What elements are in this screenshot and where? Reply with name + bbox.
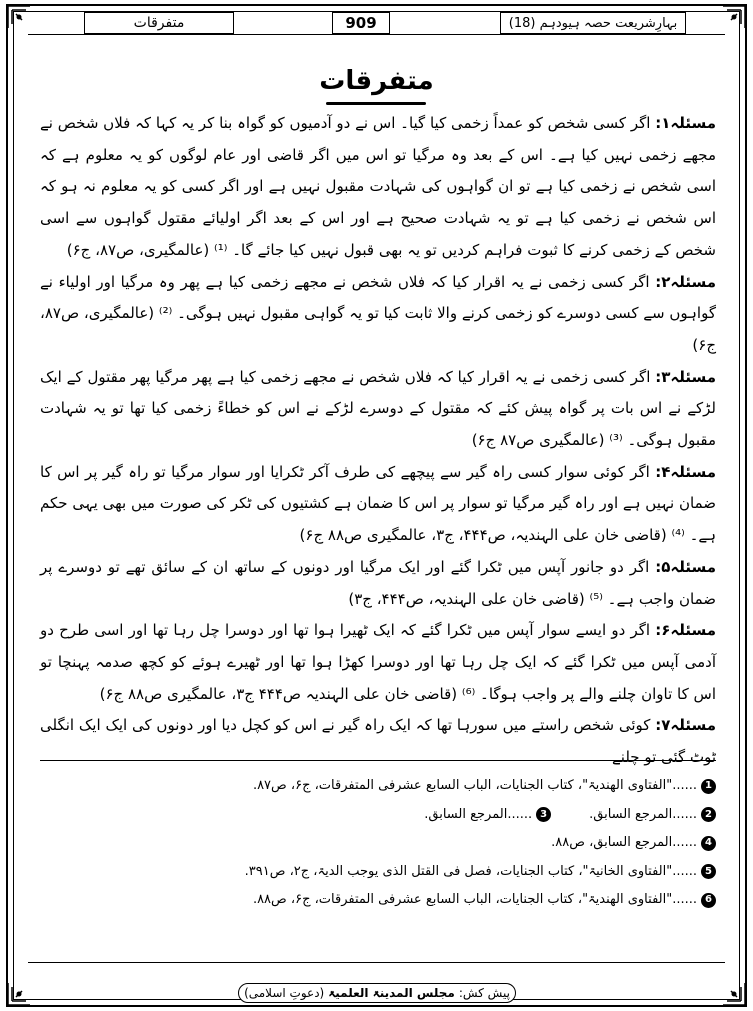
paragraph bbox=[40, 457, 716, 552]
footnote-number: 6 bbox=[701, 893, 716, 908]
footnote bbox=[40, 858, 716, 887]
header-book-title: بہارِشریعت حصہ ہیودہم (18) bbox=[500, 12, 686, 34]
paragraph-text: اگر کسی شخص کو عمداً زخمی کیا گیا۔ اس نے دو آدمیوں کو گواہ بنا کر یہ کہا کہ فلاں شخص نے مجھے زخمی نہیں کیا ہے۔ اس کے بعد وہ مرگیا تو اس میں اگر قاضی اور عام لوگوں کو یہ معلوم ہے کہ اسی شخص نے زخمی کیا ہے تو ان گواہوں کی شہادت مقبول نہیں ہے اور اگر کسی کو یہ معلوم نہ ہو کہ اس شخص نے زخمی کیا ہے تو یہ شہادت صحیح ہے اور اس کے بعد اگر اولیائے مقتول گواہوں سے اسی شخص کے زخمی کرنے کا ثبوت فراہم کردیں تو یہ بھی قبول نہیں کیا جائے گا۔ ⁽¹⁾ (عالمگیری، ص۸۷، ج۶) bbox=[40, 114, 716, 259]
paragraph bbox=[40, 552, 716, 615]
paragraph-text: اگر کسی زخمی نے یہ اقرار کیا کہ فلاں شخص نے مجھے زخمی کیا ہے پھر مرگیا پھر مقتول کے ایک لڑکے نے اس بات پر گواہ پیش کئے کہ مقتول کے دوسرے لڑکے نے اس کو خطاءً زخمی کیا تھا تو یہ شہادت مقبول ہوگی۔ ⁽³⁾ (عالمگیری ص۸۷ ج۶) bbox=[40, 367, 716, 450]
footnote-number: 4 bbox=[701, 836, 716, 851]
paragraph-text: اگر دو ایسے سوار آپس میں ٹکرا گئے کہ ایک ٹھیرا ہوا تھا اور دوسرا چل رہا تھا اور اسی طرح دو آدمی آپس میں ٹکرا گئے کہ ایک چل رہا تھا اور دوسرا کھڑا ہوا تھا اور ٹھیرے ہوئے کو کچھ صدمہ پہنچا تو اس کا تاوان چلنے والے پر واجب ہوگا۔ ⁽⁶⁾ (قاضی خان علی الہندیہ ص۴۴۴ ج۳، عالمگیری ص۸۸ ج۶) bbox=[40, 621, 716, 703]
footnote-text: ......"الفتاوی الخانیۃ"، کتاب الجنایات، فصل فی القتل الذی یوجب الدیۃ، ج۲، ص۳۹۱. bbox=[244, 863, 697, 879]
masala-label: مسئلہ۵: bbox=[655, 557, 716, 576]
corner-ornament-icon bbox=[6, 4, 32, 30]
footnote-number: 2 bbox=[701, 807, 716, 822]
footnote-text: ......المرجع السابق، ص۸۸. bbox=[551, 835, 697, 850]
masala-label: مسئلہ۱: bbox=[655, 114, 716, 132]
paragraph-text: اگر دو جانور آپس میں ٹکرا گئے اور ایک مرگیا اور دونوں کے ساتھ ان کے سائق تھے تو دوسرے پر ضمان واجب ہے۔ ⁽⁵⁾ (قاضی خان علی الہندیہ، ص۴۴۴، ج۳) bbox=[40, 557, 716, 608]
footer-credit bbox=[238, 983, 516, 1003]
paragraph bbox=[40, 710, 716, 773]
footnote bbox=[40, 886, 716, 915]
footnote-number: 1 bbox=[701, 779, 716, 794]
corner-ornament-icon bbox=[721, 4, 747, 30]
corner-ornament-icon bbox=[721, 981, 747, 1007]
footnote-text: ......المرجع السابق. bbox=[589, 806, 697, 822]
title-underline bbox=[326, 102, 426, 105]
footnote-divider bbox=[40, 760, 716, 761]
footnote bbox=[40, 801, 716, 830]
paragraph bbox=[40, 615, 716, 710]
footnote-number: 5 bbox=[701, 864, 716, 879]
header-section-title: متفرقات bbox=[84, 12, 234, 34]
footnote-text: ......"الفتاوی الھندیۃ"، کتاب الجنایات، الباب السابع عشرفی المتفرقات، ج۶، ص۸۷. bbox=[252, 778, 697, 793]
footnote-number: 3 bbox=[536, 807, 551, 822]
masala-label: مسئلہ۲: bbox=[655, 272, 716, 291]
paragraph bbox=[40, 108, 716, 267]
main-text bbox=[40, 108, 716, 774]
paragraph bbox=[40, 362, 716, 457]
page-title: متفرقات bbox=[319, 66, 434, 96]
masala-label: مسئلہ۶: bbox=[655, 621, 716, 640]
paragraph-text: اگر کسی زخمی نے یہ اقرار کیا کہ فلاں شخص نے مجھے زخمی کیا ہے پھر وہ مرگیا اور اولیاء نے گواہوں سے کسی دوسرے کو زخمی کرنے والا ثابت کیا تو یہ گواہی مقبول نہیں ہوگی۔ ⁽²⁾ (عالمگیری، ص۸۷، ج۶) bbox=[40, 272, 716, 354]
footnote-text: ......المرجع السابق. bbox=[424, 806, 533, 822]
paragraph bbox=[40, 267, 716, 362]
header-divider bbox=[28, 34, 725, 35]
footer-suffix: (دعوتِ اسلامی) bbox=[244, 986, 325, 1000]
footnote bbox=[40, 772, 716, 801]
footer-prefix: پیش کش: bbox=[458, 986, 510, 1000]
footnote bbox=[40, 829, 716, 858]
paragraph-text: کوئی شخص راستے میں سورہا تھا کہ ایک راہ گیر نے اس کو کچل دیا اور دونوں کی ایک ایک انگلی ٹوٹ گئی تو چلنے bbox=[40, 716, 716, 767]
corner-ornament-icon bbox=[6, 981, 32, 1007]
masala-label: مسئلہ۳: bbox=[655, 367, 716, 386]
footer-org: مجلس المدینۃ العلمیۃ bbox=[328, 986, 455, 1000]
page-number: 909 bbox=[332, 12, 390, 34]
masala-label: مسئلہ۷: bbox=[655, 716, 716, 735]
paragraph-text: اگر کوئی سوار کسی راہ گیر سے پیچھے کی طرف آکر ٹکرایا اور سوار مرگیا تو راہ گیر پر اس کا ضمان نہیں ہے اور راہ گیر مرگیا تو سوار پر اس کا ضمان ہے کشتیوں کی ٹکر کی صورت میں بھی یہی حکم ہے۔ ⁽⁴⁾ (قاضی خان علی الہندیہ، ص۴۴۴، ج۳، عالمگیری ص۸۸ ج۶) bbox=[40, 462, 716, 545]
footer-divider bbox=[28, 962, 725, 963]
footnote-text: ......"الفتاوی الھندیۃ"، کتاب الجنایات، الباب السابع عشرفی المتفرقات، ج۶، ص۸۸. bbox=[252, 892, 697, 907]
footnotes bbox=[40, 772, 716, 915]
masala-label: مسئلہ۴: bbox=[655, 462, 716, 481]
